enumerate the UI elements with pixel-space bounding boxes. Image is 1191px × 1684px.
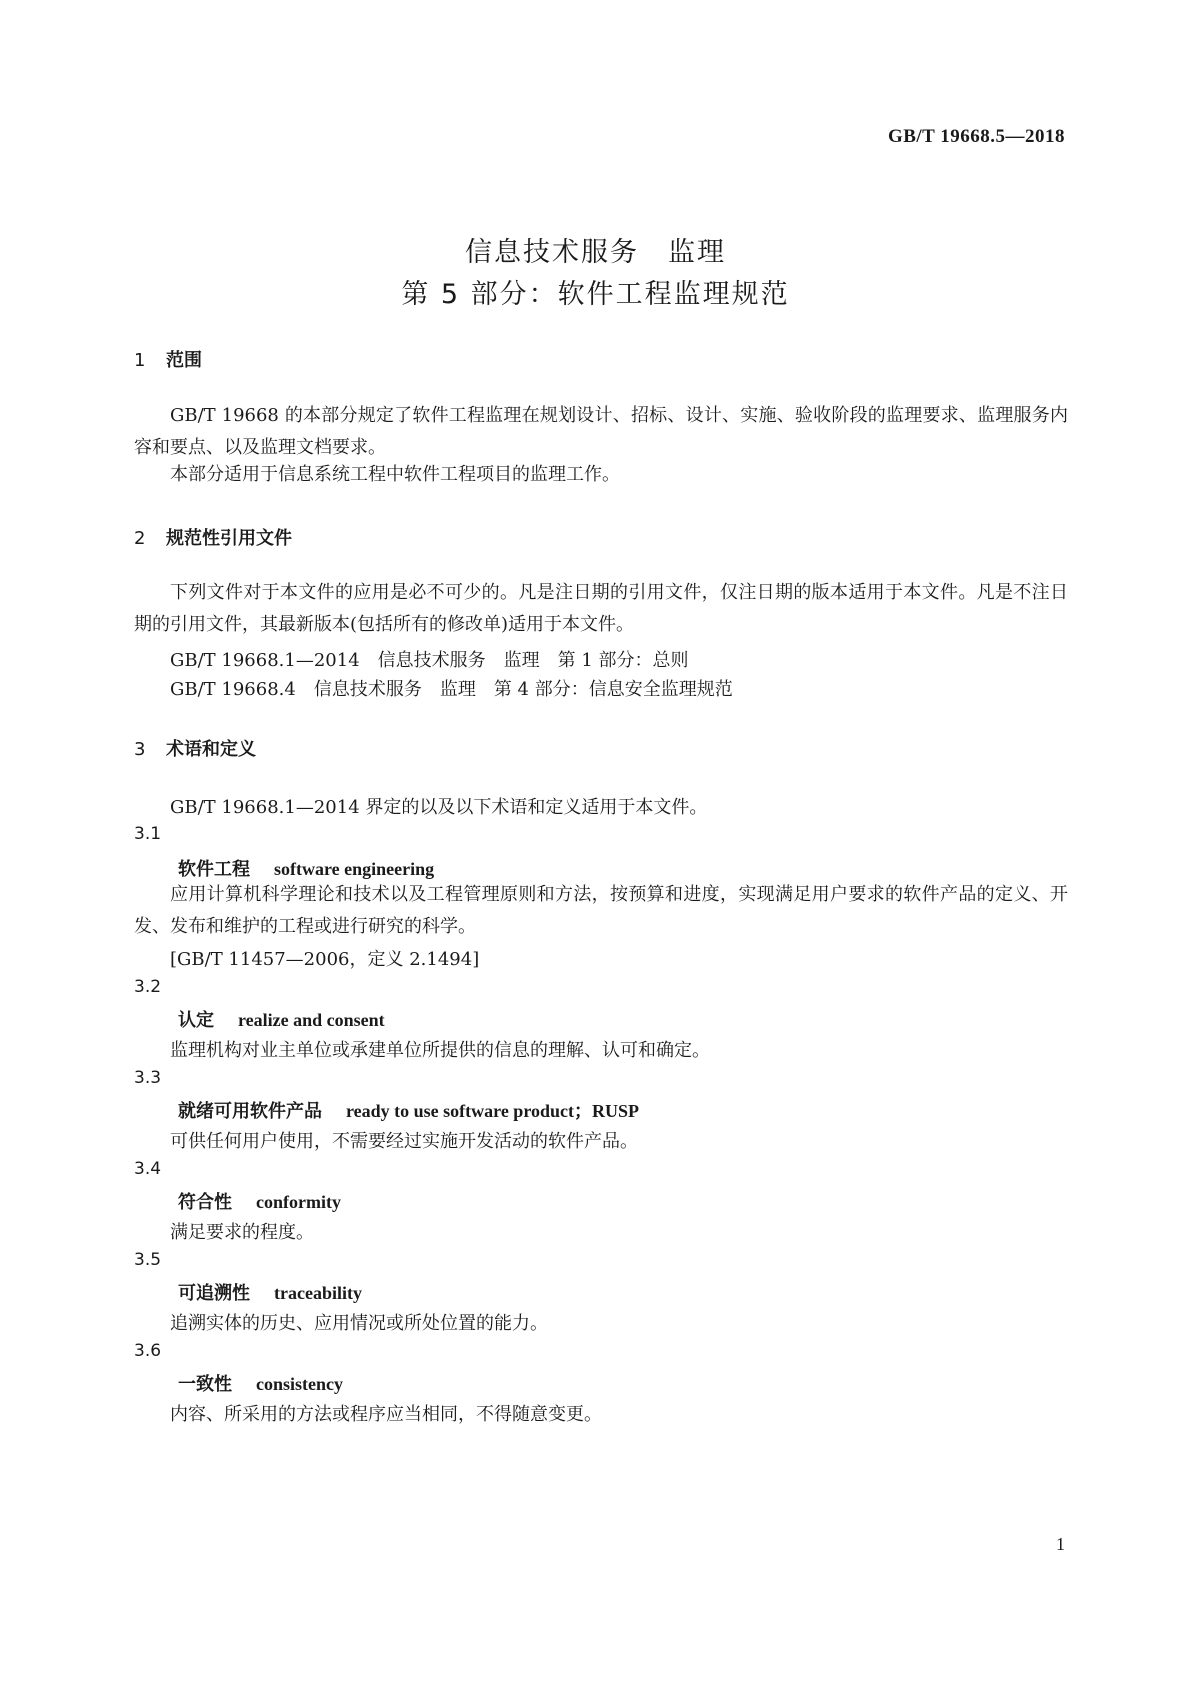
term-zh: 软件工程: [178, 859, 250, 880]
section-3-intro: GB/T 19668.1—2014 界定的以及以下术语和定义适用于本文件。: [170, 797, 708, 818]
section-3-heading: [134, 735, 256, 761]
clause-number: 3.1: [134, 824, 162, 844]
term-en: ready to use software product；RUSP: [346, 1101, 639, 1121]
reference-1: GB/T 19668.1—2014 信息技术服务 监理 第 1 部分：总则: [170, 650, 689, 671]
page-number: 1: [1056, 1534, 1065, 1554]
term-title: [178, 1188, 341, 1214]
term-zh: 可追溯性: [178, 1283, 250, 1304]
term-zh: 认定: [178, 1010, 214, 1031]
document-title-line2: 第 5 部分：软件工程监理规范: [401, 279, 790, 310]
section-1-paragraph-2: 本部分适用于信息系统工程中软件工程项目的监理工作。: [170, 464, 620, 485]
term-zh: 符合性: [178, 1192, 232, 1213]
term-definition: 应用计算机科学理论和技术以及工程管理原则和方法，按预算和进度，实现满足用户要求的软件产品的定义、开发、发布和维护的工程或进行研究的科学。: [134, 884, 1068, 937]
clause-number: 3.4: [134, 1159, 162, 1179]
term-en: traceability: [274, 1283, 362, 1303]
term-title: [178, 1006, 385, 1032]
term-zh: 一致性: [178, 1374, 232, 1395]
term-en: realize and consent: [238, 1010, 385, 1030]
term-en: software engineering: [274, 859, 435, 879]
term-zh: 就绪可用软件产品: [178, 1101, 322, 1122]
standard-number: GB/T 19668.5—2018: [887, 126, 1065, 147]
section-number: 2: [134, 528, 146, 549]
section-1-paragraph-1: GB/T 19668 的本部分规定了软件工程监理在规划设计、招标、设计、实施、验收阶段的监理要求、监理服务内容和要点、以及监理文档要求。: [134, 405, 1068, 458]
section-title: 规范性引用文件: [166, 528, 292, 549]
section-title: 术语和定义: [166, 739, 256, 760]
term-source: [GB/T 11457—2006，定义 2.1494]: [170, 949, 480, 970]
term-en: consistency: [256, 1374, 343, 1394]
clause-number: 3.3: [134, 1068, 162, 1088]
section-number: 3: [134, 739, 146, 760]
term-definition: 可供任何用户使用，不需要经过实施开发活动的软件产品。: [170, 1131, 638, 1152]
term-title: [178, 1279, 362, 1305]
term-definition: 内容、所采用的方法或程序应当相同，不得随意变更。: [170, 1404, 602, 1425]
section-1-heading: [134, 346, 202, 372]
term-title: [178, 1370, 343, 1396]
section-2-heading: [134, 524, 292, 550]
section-2-paragraph-1: 下列文件对于本文件的应用是必不可少的。凡是注日期的引用文件，仅注日期的版本适用于本文件。凡是不注日期的引用文件，其最新版本(包括所有的修改单)适用于本文件。: [134, 582, 1068, 635]
clause-number: 3.6: [134, 1341, 162, 1361]
term-definition: 监理机构对业主单位或承建单位所提供的信息的理解、认可和确定。: [170, 1040, 710, 1061]
document-title-line1: 信息技术服务 监理: [465, 237, 726, 268]
term-definition: 追溯实体的历史、应用情况或所处位置的能力。: [170, 1313, 548, 1334]
clause-number: 3.5: [134, 1250, 162, 1270]
term-definition: 满足要求的程度。: [170, 1222, 314, 1243]
section-number: 1: [134, 350, 146, 371]
term-title: [178, 855, 434, 881]
reference-2: GB/T 19668.4 信息技术服务 监理 第 4 部分：信息安全监理规范: [170, 679, 733, 700]
term-en: conformity: [256, 1192, 341, 1212]
term-title: [178, 1097, 639, 1123]
clause-number: 3.2: [134, 977, 162, 997]
section-title: 范围: [166, 350, 202, 371]
